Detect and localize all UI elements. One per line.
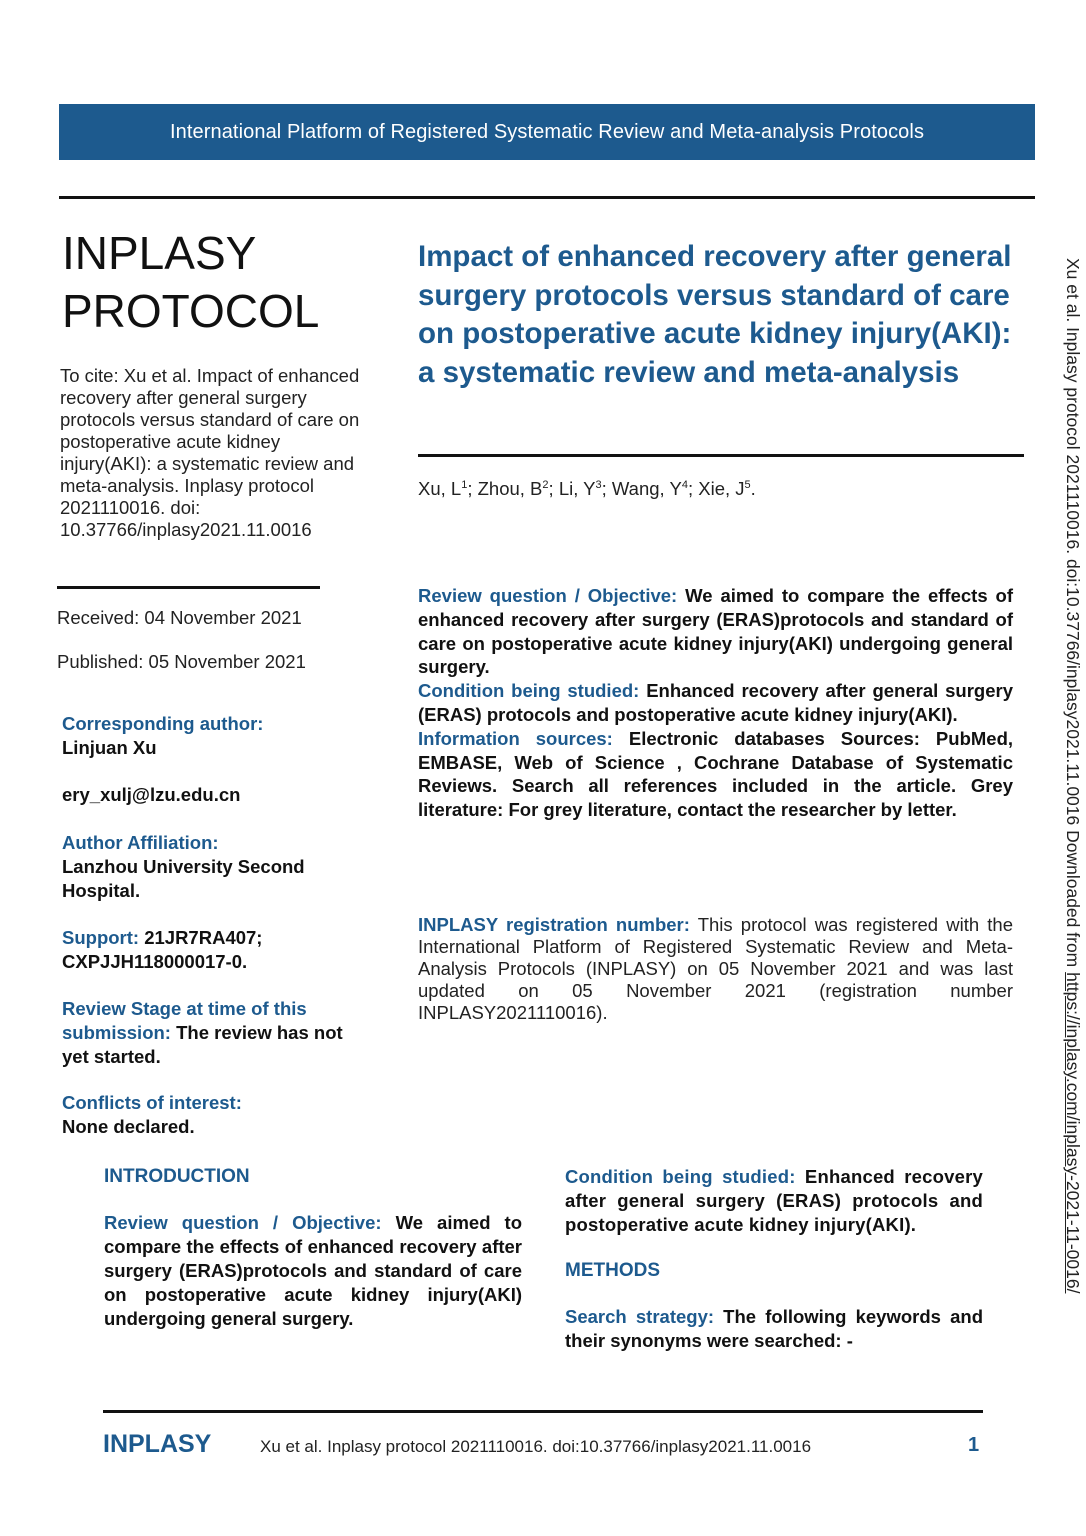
registration-number xyxy=(418,914,1013,1024)
review-stage-text: The review has not yet started. xyxy=(62,1022,343,1067)
body-column-right xyxy=(565,1165,983,1353)
introduction-heading: INTRODUCTION xyxy=(104,1166,250,1187)
brand-line-1: INPLASY xyxy=(62,227,257,279)
side-note-text: Xu et al. Inplasy protocol 2021110016. doi:10.37766/inplasy2021.11.0016 Downloaded from xyxy=(1063,258,1083,973)
body-condition xyxy=(565,1165,983,1237)
abstract-sources-text: Electronic databases Sources: PubMed, EMBASE, Web of Science , Cochrane Database of Systematic Reviews. Search all references included in the article. Grey literature: For grey literature, contact the researcher by letter. xyxy=(418,727,1014,821)
corresponding-author-name: Linjuan Xu xyxy=(62,737,157,758)
author-name: Zhou, B xyxy=(477,478,543,499)
author-affiliation-number: 2 xyxy=(542,478,549,491)
support-text: 21JR7RA407; CXPJJH118000017-0. xyxy=(62,927,263,972)
body-condition-label: Condition being studied: xyxy=(565,1166,796,1187)
author-separator: . xyxy=(750,478,756,499)
citation-text: To cite: Xu et al. Impact of enhanced recovery after general surgery protocols versus standard of care on postoperative acute kidney injury(AKI): a systematic review and meta-analysis. Inplasy protocol 2021110016. doi: 10.37766/inplasy2021.11.0016 xyxy=(60,365,360,540)
abstract-review-label: Review question / Objective: xyxy=(418,585,678,606)
author-separator: ; xyxy=(687,478,699,499)
article-title: Impact of enhanced recovery after general surgery protocols versus standard of care on postoperative acute kidney injury(AKI): a systematic review and meta-analysis xyxy=(418,240,1012,389)
author-affiliation-number: 1 xyxy=(461,478,468,491)
footer-citation: Xu et al. Inplasy protocol 2021110016. doi:10.37766/inplasy2021.11.0016 xyxy=(260,1437,812,1456)
abstract-review-text: We aimed to compare the effects of enhanced recovery after surgery (ERAS)protocols and standard of care on postoperative acute kidney injury(AKI) undergoing general surgery. xyxy=(418,585,1013,678)
corresponding-author xyxy=(62,712,352,760)
abstract-condition-text: Enhanced recovery after general surgery (ERAS) protocols and postoperative acute kidney injury(AKI). xyxy=(418,680,1014,725)
abstract xyxy=(418,584,1013,822)
body-search-label: Search strategy: xyxy=(565,1306,715,1327)
abstract-review-question xyxy=(418,584,1013,679)
conflicts-of-interest xyxy=(62,1091,352,1139)
affiliation-text: Lanzhou University Second Hospital. xyxy=(62,856,305,901)
author-list xyxy=(418,478,756,500)
author-name: Li, Y xyxy=(558,478,596,499)
body-review-label: Review question / Objective: xyxy=(104,1212,382,1233)
affiliation-label: Author Affiliation: xyxy=(62,832,219,853)
author-affiliation-number: 4 xyxy=(681,478,688,491)
author-name: Xie, J xyxy=(698,478,745,499)
author-name: Wang, Y xyxy=(611,478,682,499)
author-separator: ; xyxy=(601,478,612,499)
header-banner: International Platform of Registered Systematic Review and Meta-analysis Protocols xyxy=(59,104,1035,160)
body-condition-text: Enhanced recovery after general surgery (ERAS) protocols and postoperative acute kidney injury(AKI). xyxy=(565,1166,983,1235)
abstract-sources-label: Information sources: xyxy=(418,727,613,749)
body-column-left xyxy=(104,1165,522,1331)
body-search-strategy xyxy=(565,1305,983,1353)
top-rule xyxy=(59,196,1035,199)
author-affiliation-number: 5 xyxy=(744,478,751,491)
abstract-sources xyxy=(418,727,1013,822)
citation-rule xyxy=(57,586,320,589)
brand-line-2: PROTOCOL xyxy=(62,285,320,337)
side-note-link[interactable]: https://inplasy.com/inplasy-2021-11-0016/ xyxy=(1063,972,1083,1294)
body-review-question xyxy=(104,1211,522,1331)
author-name: Xu, L xyxy=(418,478,462,499)
author-affiliation xyxy=(62,831,352,903)
inplasy-protocol-title xyxy=(62,224,319,340)
published-date: Published: 05 November 2021 xyxy=(57,651,306,672)
review-stage xyxy=(62,997,352,1069)
registration-label: INPLASY registration number: xyxy=(418,914,690,935)
support xyxy=(62,926,352,974)
footer-brand: INPLASY xyxy=(103,1430,212,1458)
methods-heading: METHODS xyxy=(565,1260,660,1281)
review-stage-label: Review Stage at time of this submission: xyxy=(62,998,307,1043)
received-date: Received: 04 November 2021 xyxy=(57,607,302,628)
author-separator: ; xyxy=(467,478,478,499)
author-email[interactable]: ery_xulj@lzu.edu.cn xyxy=(62,784,241,805)
title-rule xyxy=(418,454,1024,457)
support-label: Support: xyxy=(62,927,140,948)
footer-rule xyxy=(103,1410,983,1413)
conflicts-label: Conflicts of interest: xyxy=(62,1092,242,1113)
author-affiliation-number: 3 xyxy=(595,478,602,491)
abstract-condition-label: Condition being studied: xyxy=(418,680,640,702)
page-number: 1 xyxy=(968,1434,980,1456)
side-download-note xyxy=(1053,258,1083,1368)
conflicts-text: None declared. xyxy=(62,1116,195,1137)
author-separator: ; xyxy=(548,478,559,499)
registration-text: This protocol was registered with the International Platform of Registered Systematic Review and Meta-Analysis Protocols (INPLASY) on 05 November 2021 and was last updated on 05 November 2021 (registration number INPLASY2021110016). xyxy=(418,914,1013,1023)
abstract-condition xyxy=(418,679,1013,727)
corresponding-author-label: Corresponding author: xyxy=(62,713,264,734)
body-search-text: The following keywords and their synonyms were searched: - xyxy=(565,1306,983,1351)
body-review-text: We aimed to compare the effects of enhanced recovery after surgery (ERAS)protocols and standard of care on postoperative acute kidney injury(AKI) undergoing general surgery. xyxy=(104,1212,523,1329)
